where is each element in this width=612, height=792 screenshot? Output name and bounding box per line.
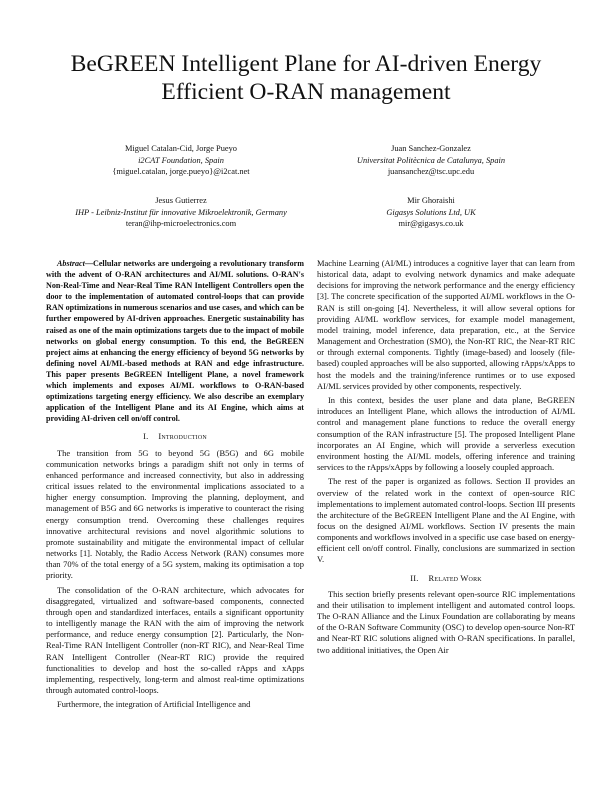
- title-line-1: BeGREEN Intelligent Plane for AI-driven Energy: [70, 51, 542, 77]
- section-title: Related Work: [428, 572, 482, 583]
- author-names: Miguel Catalan-Cid, Jorge Pueyo: [125, 144, 237, 153]
- abstract: [46, 258, 304, 424]
- author-email: juansanchez@tsc.upc.edu: [387, 167, 475, 176]
- author-block-3: [56, 195, 306, 230]
- paragraph: In this context, besides the user plane and data plane, BeGREEN introduces an Intelligent Plane, which allows the introduction of AI/ML control and management plane functions to reduce the overall energy consumption of the RAN infrastructure [5]. The proposed Intelligent Plane incorporates an AI Engine, which will provide a serverless execution environment hosting the AI/ML models, offering inference and training services to the rApps/xApps by following a loosely coupled approach.: [317, 395, 575, 472]
- author-email: mir@gigasys.co.uk: [398, 219, 464, 228]
- author-affiliation: Universitat Politècnica de Catalunya, Spain: [356, 155, 506, 165]
- author-block-1: [56, 143, 306, 178]
- author-names: Jesus Gutierrez: [155, 196, 207, 205]
- author-email: {miguel.catalan, jorge.pueyo}@i2cat.net: [112, 167, 250, 176]
- author-affiliation: Gigasys Solutions Ltd, UK: [386, 207, 476, 217]
- section-number: II.: [410, 572, 419, 583]
- paragraph: The transition from 5G to beyond 5G (B5G) and 6G mobile communication networks brings a paradigm shift not only in terms of enhanced performance and increased connectivity, but also in addressing critical issues related to the environmental implications associated to a higher energy consumption. Improving the planning, deployment, and management of B5G and 6G networks is imperative to counteract the rising energy consumption trend. Overcoming these challenges requires innovative architectural revisions and novel algorithmic solutions to promote sustainability and mitigate the environmental impact of cellular networks [1]. Notably, the Radio Access Network (RAN) consumes more than 70% of the total energy of a 5G system, making its optimisation a top priority.: [46, 447, 304, 581]
- abstract-label: Abstract: [57, 259, 85, 268]
- author-names: Juan Sanchez-Gonzalez: [391, 144, 471, 153]
- left-column: [46, 258, 304, 714]
- paragraph: The rest of the paper is organized as follows. Section II provides an overview of the related work in the context of open-source RIC implementations to implement automated control-loops. Section III presents the architecture of the BeGREEN Intelligent Plane and the AI Engine, with focus on the designed AI/ML workflows. Section IV presents the main components and workflows involved in a specific use case based on energy-efficient cell on/off control. Finally, conclusions are summarized in section V.: [317, 476, 575, 565]
- author-block-4: [306, 195, 556, 230]
- paragraph: This section briefly presents relevant open-source RIC implementations and their utilisation to implement intelligent and automated control loops. The O-RAN Alliance and the Linux Foundation are collaborating by means of the O-RAN Software Community (OSC) to develop open-source Non-RT and Near-RT RIC solutions aligned with O-RAN specifications. In parallel, two additional initiatives, the Open Air: [317, 588, 575, 655]
- paragraph: Furthermore, the integration of Artificial Intelligence and: [57, 699, 251, 710]
- author-affiliation: IHP - Leibniz-Institut für innovative Mikroelektronik, Germany: [75, 207, 287, 217]
- author-affiliation: i2CAT Foundation, Spain: [138, 155, 224, 165]
- section-title: Introduction: [158, 431, 207, 442]
- author-names: Mir Ghoraishi: [407, 196, 455, 205]
- section-number: I.: [143, 431, 149, 442]
- title-line-2: Efficient O-RAN management: [161, 79, 451, 105]
- author-email: teran@ihp-microelectronics.com: [125, 219, 237, 228]
- right-column: [317, 258, 575, 659]
- paper-title: [40, 50, 572, 106]
- section-heading-related-work: [317, 573, 575, 584]
- section-heading-introduction: [46, 431, 304, 442]
- abstract-text: —Cellular networks are undergoing a revolutionary transform with the advent of O-RAN architectures and AI/ML solutions. O-RAN's Non-Real-Time and Near-Real Time RAN Intelligent Controllers open the door to the implementation of automated control-loops that can provide RAN optimizations in numerous scenarios and use cases, and which can be further empowered by AI-driven approaches. Energetic sustainability has raised as one of the main optimizations targets due to the impact of mobile networks on global energy consumption. To this end, the BeGREEN project aims at enhancing the energy efficiency of beyond 5G networks by defining novel AI/ML-based methods at RAN and edge infrastructure. This paper presents BeGREEN Intelligent Plane, a novel framework which implements and exposes AI/ML workflows to O-RAN-based optimizations targeting energy efficiency. We also describe an exemplary application of the Intelligent Plane and its AI Engine, which aims at providing AI-driven cell on/off control.: [46, 259, 304, 424]
- author-block-2: [306, 143, 556, 178]
- paragraph-continued: Machine Learning (AI/ML) introduces a cognitive layer that can learn from historical data, adapt to evolving network dynamics and make adequate decisions for improving the network performance and the energy efficiency [3]. The concrete specification of the supported AI/ML workflows in the O-RAN is still on-going [4]. Nevertheless, it will allow several options for providing AI/ML workflow services, for example model management, model training, model inference, data preparation, etc., at the Service Management and Orchestration (SMO), the Non-RT RIC, the Near-RT RIC or through external components. Tightly (image-based) and loosely (file-based) coupled approaches will be also supported, allowing rApps/xApps to host the models and the training/inference runtimes or to use exposed AI/ML services provided by other components, respectively.: [317, 258, 575, 391]
- paragraph: The consolidation of the O-RAN architecture, which advocates for disaggregated, virtualized and software-based components, connected through open and standardized interfaces, entails a significant opportunity to intelligently manage the RAN with the aim of improving the network performance, and reduce energy consumption [2]. Particularly, the Non-Real-Time RAN Intelligent Controller (non-RT RIC), and Near-Real Time RAN Intelligent Controller (Near-RT RIC) provide the required functionalities to develop and host the so-called rApps and xApps implementing, respectively, long-term and almost real-time optimizations through automated control-loops.: [46, 584, 304, 696]
